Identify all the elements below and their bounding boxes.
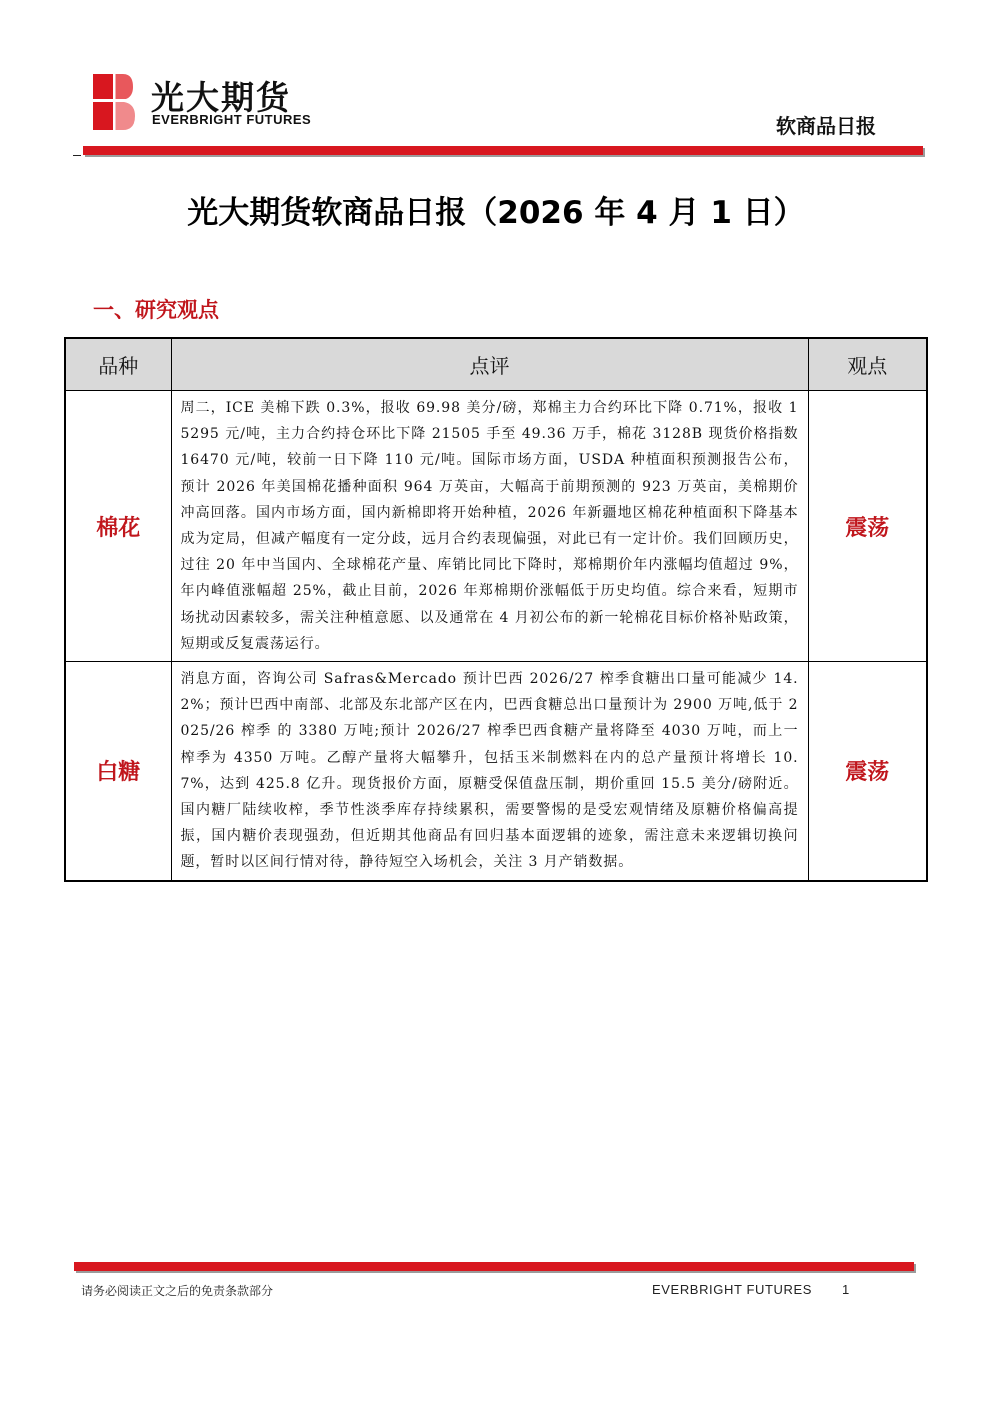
table-header-row xyxy=(65,338,927,391)
brand-name-en: EVERBRIGHT FUTURES xyxy=(152,112,312,127)
section-heading: 一、研究观点 xyxy=(93,298,219,322)
table-row xyxy=(65,391,927,662)
report-type-label: 软商品日报 xyxy=(776,114,876,138)
footer-divider xyxy=(74,1262,914,1271)
header-comment: 点评 xyxy=(171,338,808,391)
view-cell: 震荡 xyxy=(808,391,927,662)
variety-cell: 白糖 xyxy=(65,662,171,881)
footer-brand: EVERBRIGHT FUTURES xyxy=(652,1282,813,1297)
header-tick-mark xyxy=(73,155,81,156)
page-number: 1 xyxy=(842,1282,850,1297)
footer-disclaimer: 请务必阅读正文之后的免责条款部分 xyxy=(81,1284,274,1298)
brand-name-cn: 光大期货 xyxy=(151,78,291,117)
page-title: 光大期货软商品日报（2026 年 4 月 1 日） xyxy=(187,195,805,231)
variety-cell: 棉花 xyxy=(65,391,171,662)
header-variety: 品种 xyxy=(65,338,171,391)
table-row xyxy=(65,662,927,881)
header-divider xyxy=(83,146,923,155)
research-view-table xyxy=(64,337,928,882)
header-view: 观点 xyxy=(808,338,927,391)
comment-cell: 消息方面，咨询公司 Safras&Mercado 预计巴西 2026/27 榨季食糖出口量可能减少 14.2%；预计巴西中南部、北部及东北部产区在内，巴西食糖总出口量预计为 2900 万吨,低于 2025/26 榨季 的 3380 万吨;预计 2026/27 榨季巴西食糖产量将降至 4030 万吨，而上一榨季为 4350 万吨。乙醇产量将大幅攀升，包括玉米制燃料在内的总产量预计将增长 10.7%，达到 425.8 亿升。现货报价方面，原糖受保值盘压制，期价重回 15.5 美分/磅附近。国内糖厂陆续收榨，季节性淡季库存持续累积，需要警惕的是受宏观情绪及原糖价格偏高提振，国内糖价表现强劲，但近期其他商品有回归基本面逻辑的迹象，需注意未来逻辑切换问题，暂时以区间行情对待，静待短空入场机会，关注 3 月产销数据。 xyxy=(171,662,808,881)
comment-cell: 周二，ICE 美棉下跌 0.3%，报收 69.98 美分/磅，郑棉主力合约环比下降 0.71%，报收 15295 元/吨，主力合约持仓环比下降 21505 手至 49.36 万手，棉花 3128B 现货价格指数 16470 元/吨，较前一日下降 110 元/吨。国际市场方面，USDA 种植面积预测报告公布，预计 2026 年美国棉花播种面积 964 万英亩，大幅高于前期预测的 923 万英亩，美棉期价冲高回落。国内市场方面，国内新棉即将开始种植，2026 年新疆地区棉花种植面积下降基本成为定局，但减产幅度有一定分歧，远月合约表现偏强，对此已有一定计价。我们回顾历史，过往 20 年中当国内、全球棉花产量、库销比同比下降时，郑棉期价年内涨幅均值超过 9%，年内峰值涨幅超 25%，截止目前，2026 年郑棉期价涨幅低于历史均值。综合来看，短期市场扰动因素较多，需关注种植意愿、以及通常在 4 月初公布的新一轮棉花目标价格补贴政策，短期或反复震荡运行。 xyxy=(171,391,808,662)
view-cell: 震荡 xyxy=(808,662,927,881)
everbright-b-logo-icon xyxy=(93,74,135,130)
